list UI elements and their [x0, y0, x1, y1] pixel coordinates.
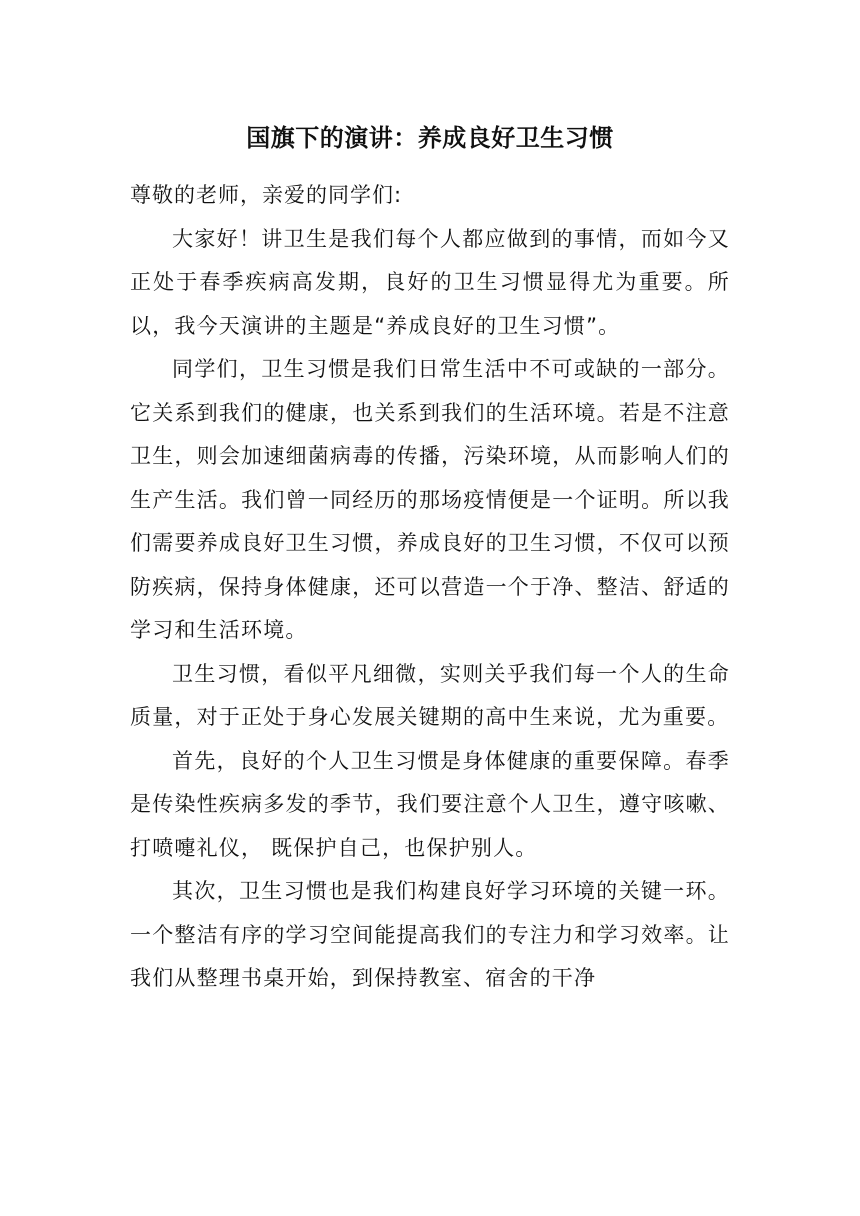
- paragraph-greeting: 大家好！讲卫生是我们每个人都应做到的事情，而如今又正处于春季疾病高发期，良好的卫生习惯显得尤为重要。所以，我今天演讲的主题是“养成良好的卫生习惯”。: [130, 226, 730, 338]
- paragraph-first-point: 首先，良好的个人卫生习惯是身体健康的重要保障。春季是传染性疾病多发的季节，我们要注意个人卫生，遵守咳嗽、打喷嚏礼仪， 既保护自己，也保护别人。: [130, 748, 730, 860]
- paragraph-quality-of-life: 卫生习惯，看似平凡细微，实则关乎我们每一个人的生命质量，对于正处于身心发展关键期的高中生来说，尤为重要。: [130, 661, 730, 729]
- paragraph-importance: 同学们，卫生习惯是我们日常生活中不可或缺的一部分。它关系到我们的健康，也关系到我们的生活环境。若是不注意卫生，则会加速细菌病毒的传播，污染环境，从而影响人们的生产生活。我们曾一同经历的那场疫情便是一个证明。所以我们需要养成良好卫生习惯，养成良好的卫生习惯，不仅可以预防疾病，保持身体健康，还可以营造一个于净、整洁、舒适的学习和生活环境。: [130, 357, 730, 642]
- document-title: 国旗下的演讲：养成良好卫生习惯: [246, 124, 614, 152]
- salutation: 尊敬的老师，亲爱的同学们:: [130, 183, 403, 207]
- speech-body: [130, 174, 730, 1001]
- paragraph-second-point: 其次，卫生习惯也是我们构建良好学习环境的关键一环。一个整洁有序的学习空间能提高我们的专注力和学习效率。让我们从整理书桌开始，到保持教室、宿舍的干净: [130, 879, 730, 990]
